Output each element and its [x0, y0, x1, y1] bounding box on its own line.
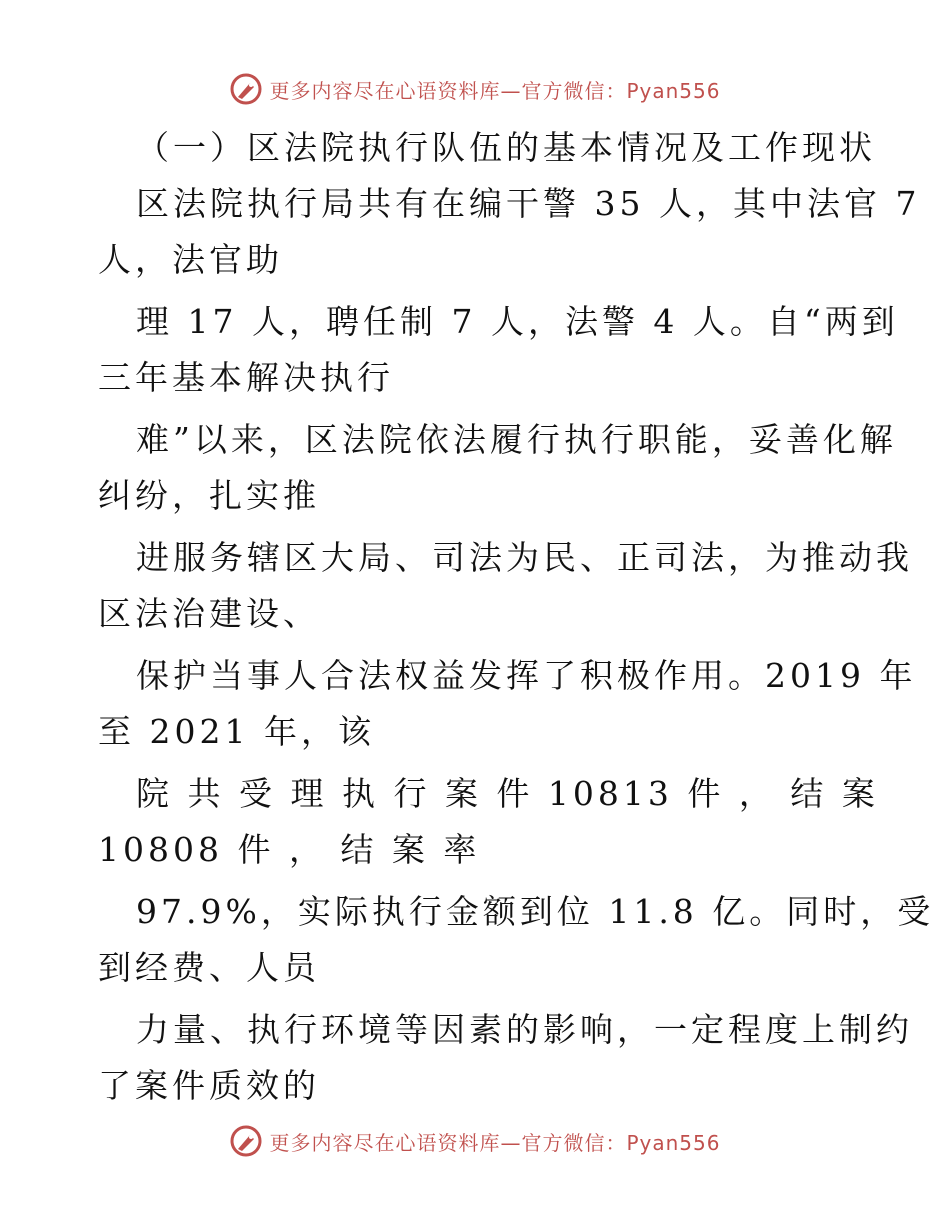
watermark-text: 更多内容尽在心语资料库—官方微信：Pyan556 — [269, 1130, 721, 1155]
paragraph-line: 区法院执行局共有在编干警 35 人，其中法官 7 — [136, 184, 921, 223]
paragraph-line: 力量、执行环境等因素的影响，一定程度上制约 — [136, 1010, 913, 1049]
paragraph-line: 难”以来，区法院依法履行执行职能，妥善化解 — [136, 420, 897, 459]
paragraph-line: 人，法官助 — [98, 240, 283, 279]
watermark-text: 更多内容尽在心语资料库—官方微信：Pyan556 — [269, 78, 721, 103]
paragraph-line: 97.9%，实际执行金额到位 11.8 亿。同时，受 — [136, 892, 935, 931]
paragraph-line: 进服务辖区大局、司法为民、正司法，为推动我 — [136, 538, 913, 577]
pen-nib-logo-icon — [229, 72, 263, 106]
paragraph-line: 理 17 人，聘任制 7 人，法警 4 人。自“两到 — [136, 302, 899, 341]
document-body — [98, 120, 935, 1114]
section-heading: （一）区法院执行队伍的基本情况及工作现状 — [136, 128, 876, 167]
pen-nib-logo-icon — [229, 1124, 263, 1158]
paragraph-line: 至 2021 年，该 — [98, 712, 375, 751]
paragraph-line: 了案件质效的 — [98, 1066, 320, 1105]
header-watermark — [0, 72, 950, 106]
paragraph-line: 保护当事人合法权益发挥了积极作用。2019 年 — [136, 656, 917, 695]
paragraph-line: 三年基本解决执行 — [98, 358, 394, 397]
footer-watermark — [0, 1124, 950, 1158]
paragraph-line: 院 共 受 理 执 行 案 件 10813 件 ， 结 案 — [136, 774, 879, 813]
paragraph-line: 区法治建设、 — [98, 594, 320, 633]
paragraph-line: 纠纷，扎实推 — [98, 476, 320, 515]
paragraph-line: 到经费、人员 — [98, 948, 320, 987]
paragraph-line: 10808 件 ， 结 案 率 — [98, 830, 481, 869]
